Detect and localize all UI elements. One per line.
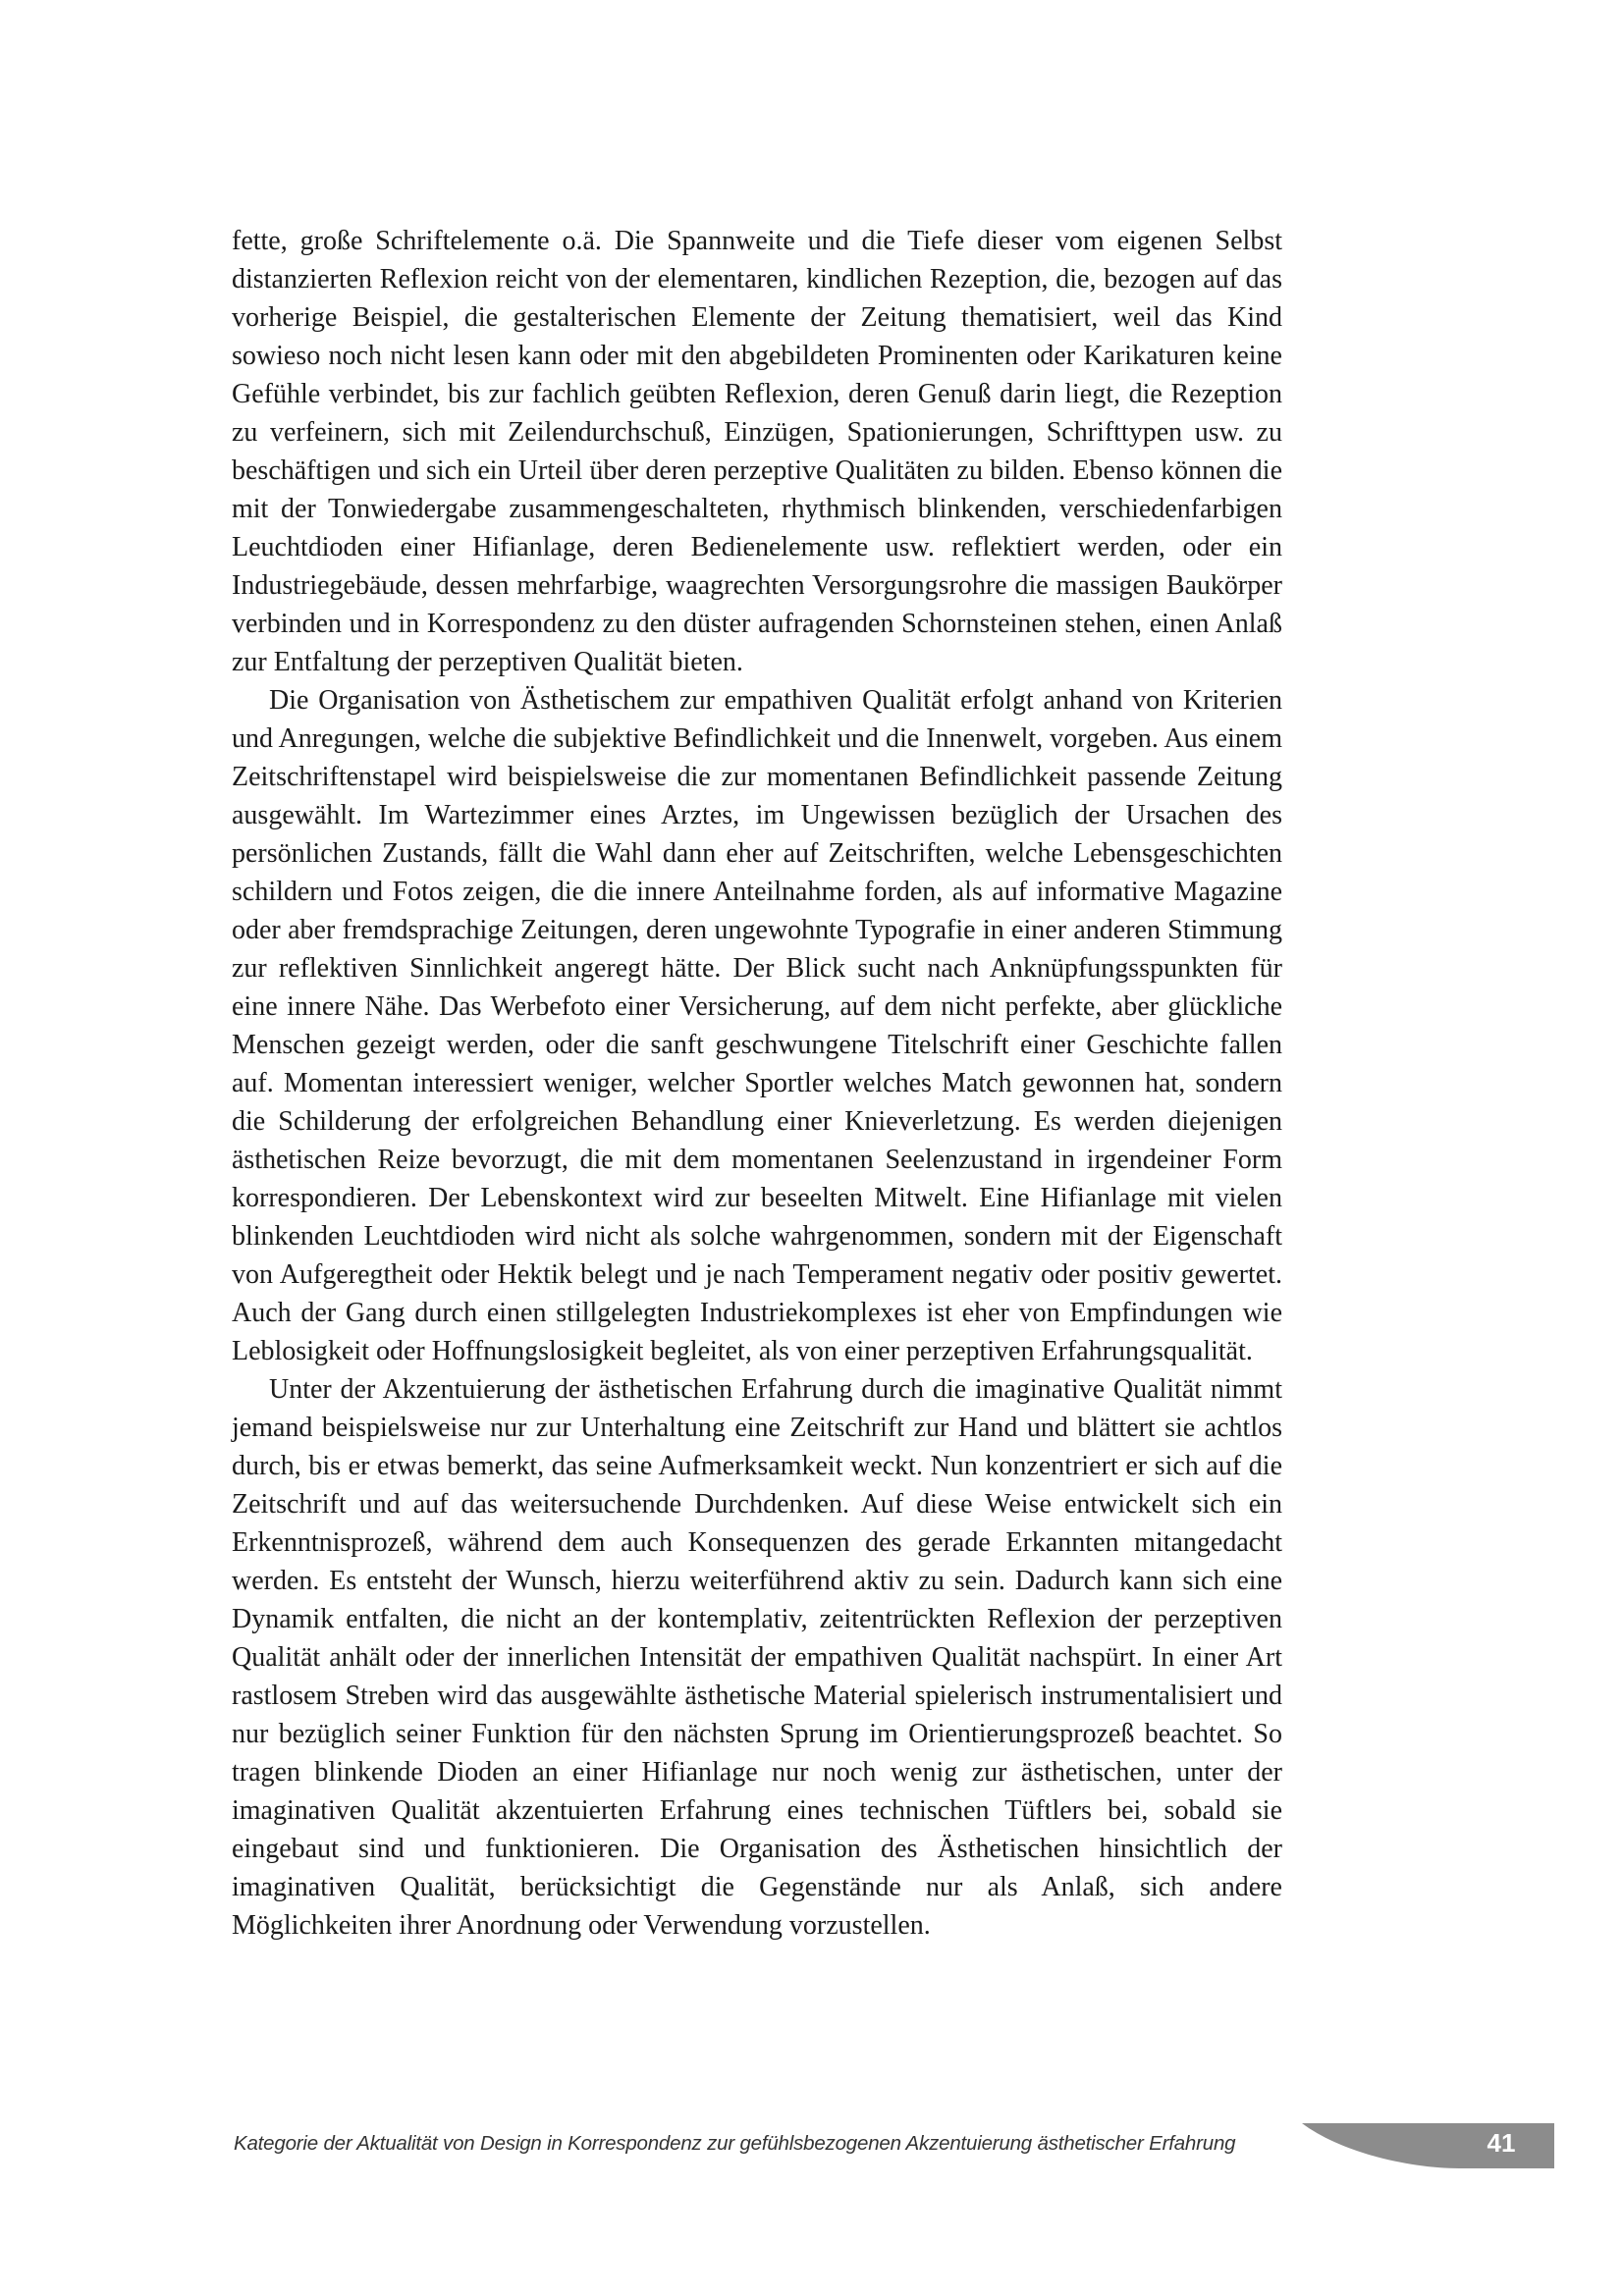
paragraph-3: Unter der Akzentuierung der ästhetischen Erfahrung durch die imaginative Qualität nimmt jemand beispielsweise nur zur Unterhaltung eine Zeitschrift zur Hand und blättert sie achtlos durch, bis er etwas bemerkt, das seine Aufmerksamkeit weckt. Nun konzentriert er sich auf die Zeitschrift und auf das weitersuchende Durchdenken. Auf diese Weise entwickelt sich ein Erkenntnisprozeß, während dem auch Konsequenzen des gerade Erkannten mitangedacht werden. Es entsteht der Wunsch, hierzu weiterführend aktiv zu sein. Dadurch kann sich eine Dynamik entfalten, die nicht an der kontemplativ, zeitentrückten Reflexion der perzeptiven Qualität anhält oder der innerlichen Intensität der empathiven Qualität nachspürt. In einer Art rastlosem Streben wird das ausgewählte ästhetische Material spielerisch instrumentalisiert und nur bezüglich seiner Funktion für den nächsten Sprung im Orientierungsprozeß beachtet. So tragen blinkende Dioden an einer Hifianlage nur noch wenig zur ästhetischen, unter der imaginativen Qualität akzentuierten Erfahrung eines technischen Tüftlers bei, sobald sie eingebaut sind und funktionieren. Die Organisation des Ästhetischen hinsichtlich der imaginativen Qualität, berücksichtigt die Gegenstände nur als Anlaß, sich andere Möglichkeiten ihrer Anordnung oder Verwendung vorzustellen. xyxy=(232,1374,1282,1941)
paragraph-2: Die Organisation von Ästhetischem zur empathiven Qualität erfolgt anhand von Kriterien und Anregungen, welche die subjektive Befindlichkeit und die Innenwelt, vorgeben. Aus einem Zeitschriftenstapel wird beispielsweise die zur momentanen Befindlichkeit passende Zeitung ausgewählt. Im Wartezimmer eines Arztes, im Ungewissen bezüglich der Ursachen des persönlichen Zustands, fällt die Wahl dann eher auf Zeitschriften, welche Lebensgeschichten schildern und Fotos zeigen, die die innere Anteilnahme forden, als auf informative Magazine oder aber fremdsprachige Zeitungen, deren ungewohnte Typografie in einer anderen Stimmung zur reflektiven Sinnlichkeit angeregt hätte. Der Blick sucht nach Anknüpfungsspunkten für eine innere Nähe. Das Werbefoto einer Versicherung, auf dem nicht perfekte, aber glückliche Menschen gezeigt werden, oder die sanft geschwungene Titelschrift einer Geschichte fallen auf. Momentan interessiert weniger, welcher Sportler welches Match gewonnen hat, sondern die Schilderung der erfolgreichen Behandlung einer Knieverletzung. Es werden diejenigen ästhetischen Reize bevorzugt, die mit dem momentanen Seelenzustand in irgendeiner Form korrespondieren. Der Lebenskontext wird zur beseelten Mitwelt. Eine Hifianlage mit vielen blinkenden Leuchtdioden wird nicht als solche wahrgenommen, sondern mit der Eigenschaft von Aufgeregtheit oder Hektik belegt und je nach Temperament negativ oder positiv gewertet. Auch der Gang durch einen stillgelegten Industriekomplexes ist eher von Empfindungen wie Leblosigkeit oder Hoffnungslosigkeit begleitet, als von einer perzeptiven Erfahrungsqualität. xyxy=(232,685,1282,1366)
body-text xyxy=(232,222,1282,1945)
page-number: 41 xyxy=(1487,2128,1516,2158)
paragraph-1: fette, große Schriftelemente o.ä. Die Spannweite und die Tiefe dieser vom eigenen Selbst distanzierten Reflexion reicht von der elementaren, kindlichen Rezeption, die, bezogen auf das vorherige Beispiel, die gestalterischen Elemente der Zeitung thematisiert, weil das Kind sowieso noch nicht lesen kann oder mit den abgebildeten Prominenten oder Karikaturen keine Gefühle verbindet, bis zur fachlich geübten Reflexion, deren Genuß darin liegt, die Rezeption zu verfeinern, sich mit Zeilendurchschuß, Einzügen, Spationierungen, Schrifttypen usw. zu beschäftigen und sich ein Urteil über deren perzeptive Qualitäten zu bilden. Ebenso können die mit der Tonwiedergabe zusammengeschalteten, rhythmisch blinkenden, verschiedenfarbigen Leuchtdioden einer Hifianlage, deren Bedienelemente usw. reflektiert werden, oder ein Industriegebäude, dessen mehrfarbige, waagrechten Versorgungsrohre die massigen Baukörper verbinden und in Korrespondenz zu den düster aufragenden Schornsteinen stehen, einen Anlaß zur Entfaltung der perzeptiven Qualität bieten. xyxy=(232,226,1282,677)
running-footer-title: Kategorie der Aktualität von Design in Korrespondenz zur gefühlsbezogenen Akzentuierung ästhetischer Erfahrung xyxy=(234,2132,1236,2155)
